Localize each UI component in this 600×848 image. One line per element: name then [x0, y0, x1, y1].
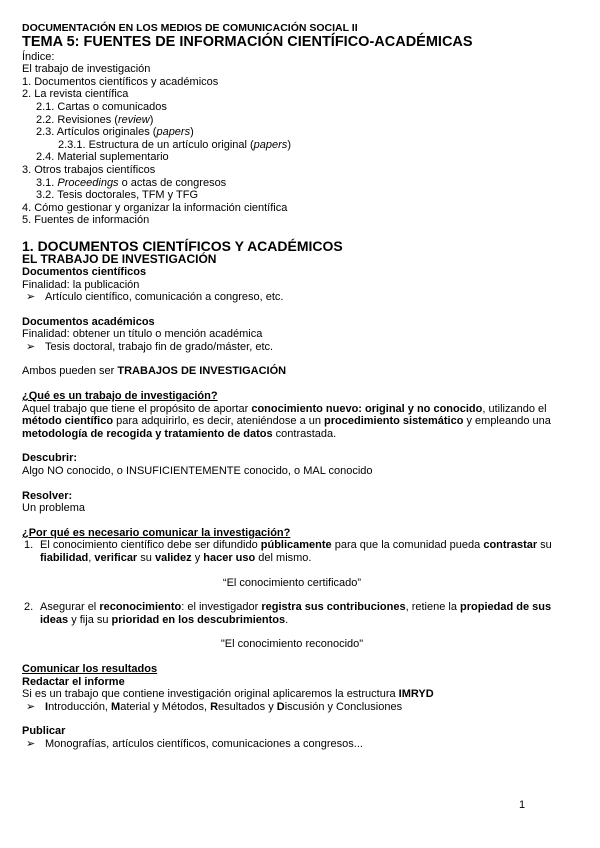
text-run: reconocimiento	[99, 601, 182, 614]
bullet-text: Tesis doctoral, trabajo fin de grado/máster, etc.	[45, 340, 274, 353]
document-page	[22, 22, 562, 751]
text-run: .	[285, 613, 289, 626]
text-run: M	[111, 700, 121, 713]
text-run: procedimiento sistemático	[324, 415, 464, 428]
index-item: 2.4. Material suplementario	[36, 151, 169, 164]
list-item	[22, 341, 562, 354]
index-item: 2.1. Cartas o comunicados	[36, 100, 167, 113]
text-run: D	[276, 700, 285, 713]
text-run: validez	[154, 552, 192, 564]
index-item: 2.2. Revisiones (review)	[36, 113, 154, 126]
text-run: método científico	[22, 415, 114, 428]
index-item: El trabajo de investigación	[22, 63, 151, 76]
numbered-item-1	[22, 539, 562, 564]
quote-reconocido: "El conocimiento reconocido"	[220, 638, 364, 651]
item-text	[40, 601, 551, 626]
academicos-finalidad: Finalidad: obtener un título o mención académica	[22, 328, 263, 341]
redactar-heading: Redactar el informe	[22, 675, 125, 688]
text-run: : el investigador	[181, 601, 262, 614]
comunicar-heading: Comunicar los resultados	[22, 662, 158, 675]
redactar-text-body: Si es un trabajo que contiene investigación original aplicaremos la estructura	[22, 688, 399, 701]
cientificos-heading: Documentos científicos	[22, 265, 147, 278]
ambos-text: Ambos pueden ser	[22, 365, 118, 378]
text-run: y fija su	[68, 613, 112, 626]
text-run: El conocimiento científico debe ser difundido	[40, 539, 261, 552]
text-run: su	[137, 552, 155, 564]
text-run: fiabilidad	[40, 552, 89, 564]
text-run: contrastada.	[272, 427, 337, 440]
index-item: 2.3.1. Estructura de un artículo original (papers)	[58, 138, 291, 151]
bullet-text: Artículo científico, comunicación a congreso, etc.	[45, 291, 284, 304]
arrow-bullet-icon: ➢	[26, 737, 36, 750]
text-run: ntroducción,	[48, 700, 112, 713]
item-number: 2.	[24, 601, 34, 614]
text-run: R	[210, 700, 219, 713]
arrow-bullet-icon: ➢	[26, 291, 36, 304]
text-run: públicamente	[260, 539, 332, 552]
list-item	[22, 701, 562, 714]
por-que-heading: ¿Por qué es necesario comunicar la investigación?	[22, 526, 291, 539]
text-run: conocimiento nuevo: original y no conocido	[251, 402, 483, 415]
item-number: 1.	[24, 539, 34, 552]
text-run: I	[45, 700, 49, 713]
academicos-heading: Documentos académicos	[22, 315, 155, 328]
que-es-paragraph	[22, 403, 562, 441]
text-run: y empleando una	[463, 415, 551, 428]
ambos-emphasis: TRABAJOS DE INVESTIGACIÓN	[117, 365, 287, 378]
text-run: para que la comunidad pueda	[331, 539, 484, 552]
resolver-heading: Resolver:	[22, 489, 73, 502]
text-run: su	[537, 539, 552, 552]
list-item	[22, 291, 562, 304]
topic-title: TEMA 5: FUENTES DE INFORMACIÓN CIENTÍFICO-ACADÉMICAS	[22, 33, 473, 50]
text-run: , utilizando el	[482, 402, 547, 415]
numbered-item-2	[22, 601, 562, 626]
text-run: iscusión y Conclusiones	[284, 700, 403, 713]
index-item: 1. Documentos científicos y académicos	[22, 75, 219, 88]
text-run: aterial y Métodos,	[120, 700, 211, 713]
text-run: propiedad de sus ideas	[40, 601, 552, 626]
descubrir-heading: Descubrir:	[22, 452, 78, 465]
page-number: 1	[519, 799, 526, 811]
que-es-heading: ¿Qué es un trabajo de investigación?	[22, 390, 218, 403]
imryd-text	[45, 701, 402, 713]
text-run: contrastar	[483, 539, 538, 552]
text-run: para adquirirlo, es decir, ateniéndose a un	[113, 415, 325, 428]
index-item: 2. La revista científica	[22, 88, 129, 101]
text-run: Aquel trabajo que tiene el propósito de aportar	[22, 402, 252, 415]
list-item	[22, 738, 562, 751]
course-title: DOCUMENTACIÓN EN LOS MEDIOS DE COMUNICACIÓN SOCIAL II	[22, 22, 358, 34]
bullet-text: Monografías, artículos científicos, comunicaciones a congresos...	[45, 737, 363, 750]
resolver-text: Un problema	[22, 502, 85, 515]
quote-certificado: “El conocimiento certificado”	[222, 576, 362, 589]
arrow-bullet-icon: ➢	[26, 700, 36, 713]
cientificos-finalidad: Finalidad: la publicación	[22, 278, 140, 291]
index-item: 3.2. Tesis doctorales, TFM y TFG	[36, 189, 198, 202]
text-run: , retiene la	[405, 601, 461, 614]
index-item: 5. Fuentes de información	[22, 214, 150, 227]
item-text	[40, 539, 552, 564]
text-run: ,	[88, 552, 95, 564]
text-run: metodología de recogida y tratamiento de datos	[22, 427, 273, 440]
index-label: Índice:	[22, 50, 55, 63]
ambos-paragraph	[22, 365, 562, 378]
text-run: del mismo.	[255, 552, 312, 564]
index-item: 4. Cómo gestionar y organizar la información científica	[22, 201, 288, 214]
index-item: 2.3. Artículos originales (papers)	[36, 126, 194, 139]
section-subtitle: EL TRABAJO DE INVESTIGACIÓN	[22, 251, 217, 266]
text-run: Asegurar el	[40, 601, 100, 614]
text-run: hacer uso	[203, 552, 256, 564]
publicar-heading: Publicar	[22, 725, 66, 738]
redactar-text	[22, 688, 562, 701]
text-run: esultados y	[218, 700, 277, 713]
index-list	[22, 63, 562, 227]
text-run: prioridad en los descubrimientos	[111, 613, 286, 626]
imryd-acronym: IMRYD	[398, 688, 434, 701]
text-run: registra sus contribuciones	[261, 601, 406, 614]
index-item: 3.1. Proceedings o actas de congresos	[36, 176, 227, 189]
arrow-bullet-icon: ➢	[26, 340, 36, 353]
text-run: verificar	[94, 552, 138, 564]
index-item: 3. Otros trabajos científicos	[22, 163, 156, 176]
text-run: y	[191, 552, 204, 564]
section-1-title: 1. DOCUMENTOS CIENTÍFICOS Y ACADÉMICOS	[22, 237, 343, 254]
descubrir-text: Algo NO conocido, o INSUFICIENTEMENTE conocido, o MAL conocido	[22, 465, 373, 478]
